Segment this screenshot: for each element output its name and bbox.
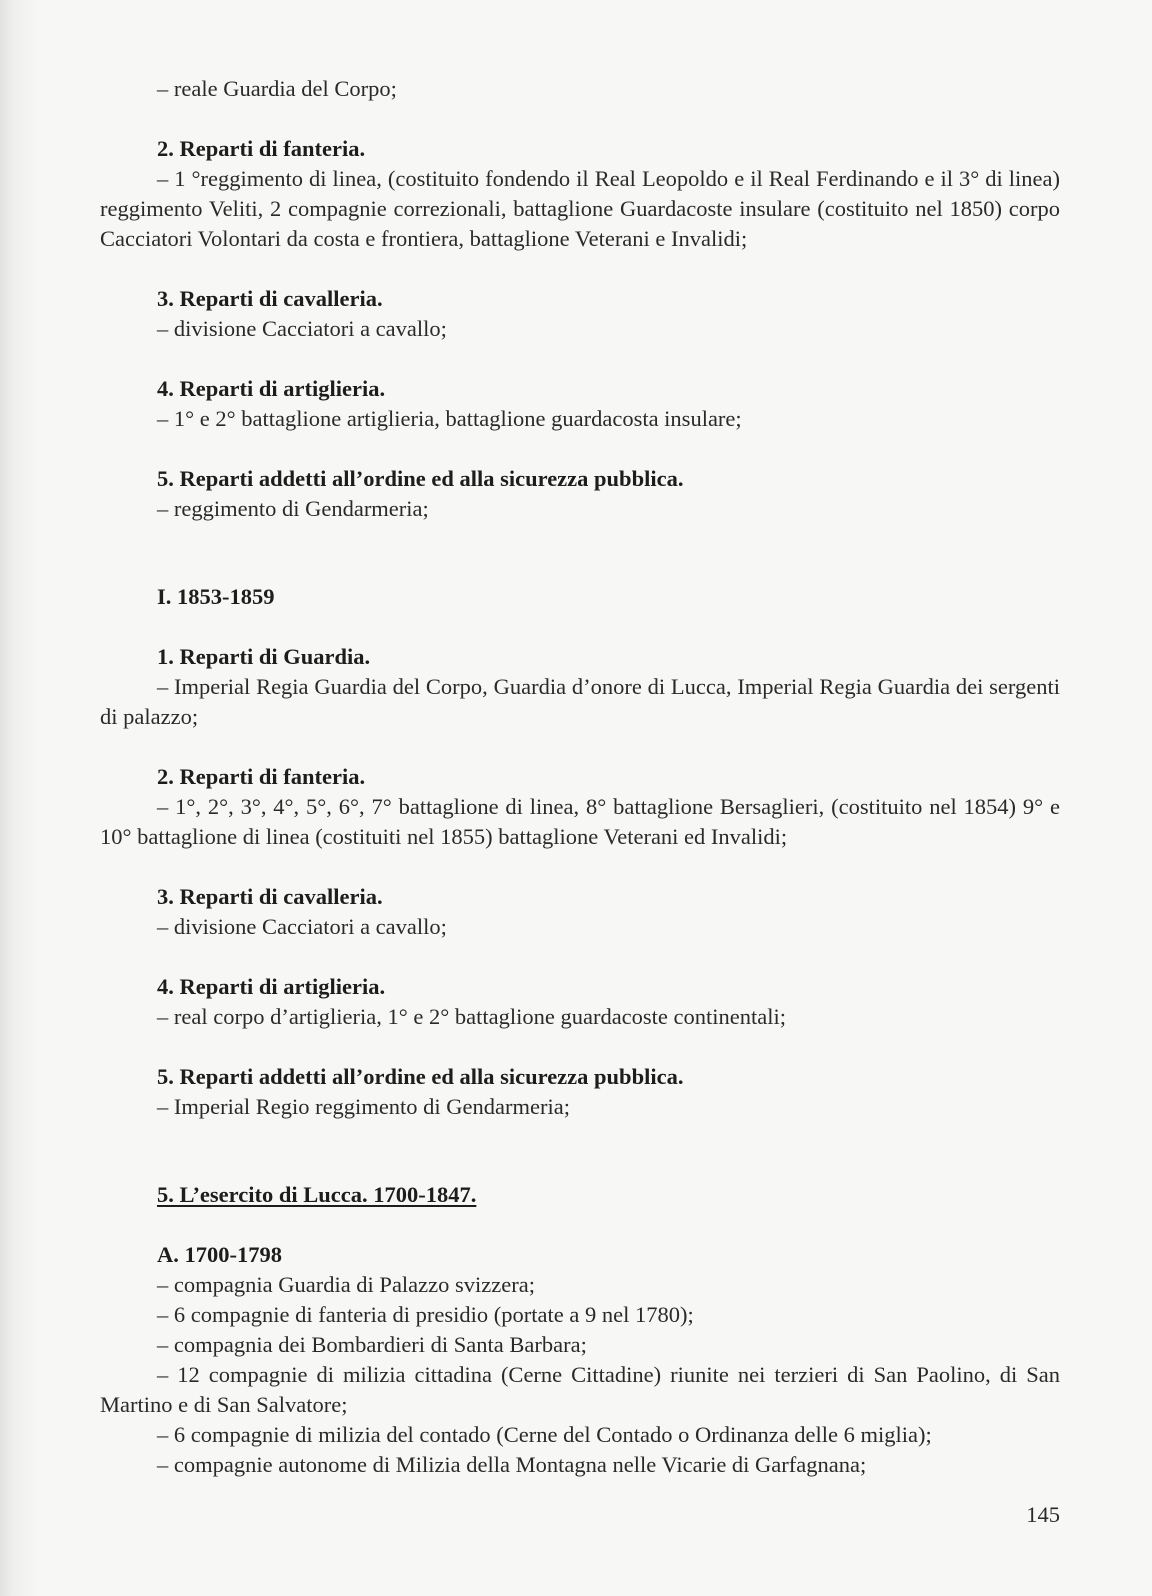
list-item: – 1° e 2° battaglione artiglieria, battaglione guardacosta insulare; (157, 406, 742, 431)
list-item: – divisione Cacciatori a cavallo; (157, 316, 447, 341)
period-heading: A. 1700-1798 (157, 1242, 282, 1267)
list-item: – 1 °reggimento di linea, (costituito fondendo il Real Leopoldo e il Real Ferdinando e il 3° di linea) reggimento Veliti, 2 compagnie correzionali, battaglione Guardacoste insulare (costituito nel 1850) corpo Cacciatori Volontari da costa e frontiera, battaglione Veterani e Invalidi; (100, 166, 1060, 251)
list-item: – Imperial Regia Guardia del Corpo, Guardia d’onore di Lucca, Imperial Regia Guardia dei sergenti di palazzo; (100, 674, 1060, 729)
section-heading: 2. Reparti di fanteria. (157, 136, 366, 161)
section-heading: 4. Reparti di artiglieria. (157, 376, 386, 401)
list-item: – 6 compagnie di milizia del contado (Cerne del Contado o Ordinanza delle 6 miglia); (157, 1422, 932, 1447)
section-heading: 1. Reparti di Guardia. (157, 644, 371, 669)
list-item: – Imperial Regio reggimento di Gendarmeria; (157, 1094, 570, 1119)
section-heading: 5. Reparti addetti all’ordine ed alla sicurezza pubblica. (157, 466, 684, 491)
list-item: – reale Guardia del Corpo; (157, 76, 397, 101)
section-heading: 2. Reparti di fanteria. (157, 764, 366, 789)
list-item: – reggimento di Gendarmeria; (157, 496, 429, 521)
chapter-heading: 5. L’esercito di Lucca. 1700-1847. (157, 1182, 477, 1207)
list-item: – divisione Cacciatori a cavallo; (157, 914, 447, 939)
period-heading: I. 1853-1859 (157, 584, 275, 609)
section-heading: 5. Reparti addetti all’ordine ed alla sicurezza pubblica. (157, 1064, 684, 1089)
list-item: – compagnie autonome di Milizia della Montagna nelle Vicarie di Garfagnana; (157, 1452, 867, 1477)
list-item: – 12 compagnie di milizia cittadina (Cerne Cittadine) riunite nei terzieri di San Paolino, di San Martino e di San Salvatore; (100, 1362, 1060, 1417)
list-item: – compagnia Guardia di Palazzo svizzera; (157, 1272, 535, 1297)
list-item: – real corpo d’artiglieria, 1° e 2° battaglione guardacoste continentali; (157, 1004, 787, 1029)
section-heading: 4. Reparti di artiglieria. (157, 974, 386, 999)
list-item: – 1°, 2°, 3°, 4°, 5°, 6°, 7° battaglione di linea, 8° battaglione Bersaglieri, (costituito nel 1854) 9° e 10° battaglione di linea (costituiti nel 1855) battaglione Veterani ed Invalidi; (100, 794, 1060, 849)
section-heading: 3. Reparti di cavalleria. (157, 286, 383, 311)
page-text (100, 74, 1060, 1480)
page-number: 145 (1026, 1502, 1060, 1527)
list-item: – compagnia dei Bombardieri di Santa Barbara; (157, 1332, 587, 1357)
list-item: – 6 compagnie di fanteria di presidio (portate a 9 nel 1780); (157, 1302, 694, 1327)
section-heading: 3. Reparti di cavalleria. (157, 884, 383, 909)
